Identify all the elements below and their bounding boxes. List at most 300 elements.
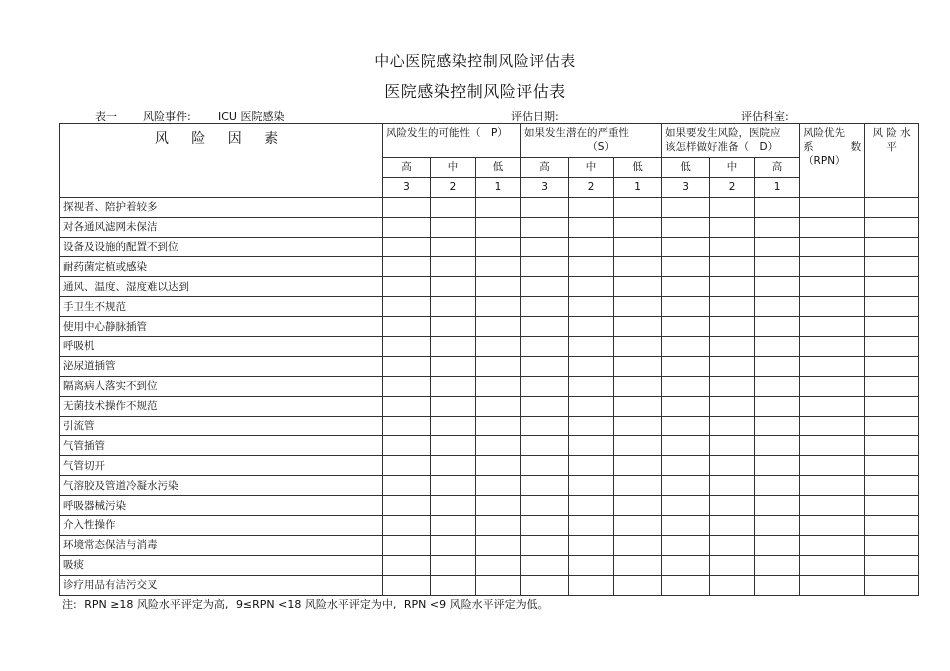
score-cell[interactable] (383, 575, 431, 595)
score-cell[interactable] (800, 396, 865, 416)
table-row (60, 575, 919, 595)
score-cell[interactable] (431, 496, 476, 516)
score-cell[interactable] (614, 456, 662, 476)
rpn-header-line2a: 系 (803, 141, 814, 153)
score-cell[interactable] (614, 317, 662, 337)
risk-level-header: 风 险 水 平 (865, 124, 919, 198)
score-cell[interactable] (569, 277, 614, 297)
score-cell[interactable] (614, 535, 662, 555)
score-cell[interactable] (710, 476, 755, 496)
risk-factor-label: 气溶胶及管道冷凝水污染 (60, 476, 383, 496)
score-cell[interactable] (710, 396, 755, 416)
s-high-score: 3 (521, 177, 569, 197)
score-cell[interactable] (865, 257, 919, 277)
score-cell[interactable] (569, 356, 614, 376)
score-cell[interactable] (569, 416, 614, 436)
score-cell[interactable] (865, 376, 919, 396)
score-cell[interactable] (710, 317, 755, 337)
score-cell[interactable] (521, 416, 569, 436)
score-cell[interactable] (476, 356, 521, 376)
probability-header (383, 124, 521, 158)
table-row (60, 297, 919, 317)
score-cell[interactable] (569, 456, 614, 476)
score-cell[interactable] (800, 376, 865, 396)
risk-factor-rows (60, 197, 919, 595)
score-cell[interactable] (755, 297, 800, 317)
score-cell[interactable] (521, 297, 569, 317)
score-cell[interactable] (755, 416, 800, 436)
d-high-score: 1 (755, 177, 800, 197)
d-low-score: 3 (662, 177, 710, 197)
score-cell[interactable] (521, 237, 569, 257)
score-cell[interactable] (865, 197, 919, 217)
score-cell[interactable] (710, 535, 755, 555)
score-cell[interactable] (614, 297, 662, 317)
score-cell[interactable] (865, 317, 919, 337)
score-cell[interactable] (569, 317, 614, 337)
score-cell[interactable] (662, 535, 710, 555)
score-cell[interactable] (383, 317, 431, 337)
score-cell[interactable] (383, 516, 431, 536)
score-cell[interactable] (755, 436, 800, 456)
score-cell[interactable] (431, 396, 476, 416)
note-rule-high: RPN ≥18 风险水平评定为高, (84, 598, 229, 611)
score-cell[interactable] (865, 297, 919, 317)
score-cell[interactable] (755, 356, 800, 376)
rpn-header-line3: （RPN） (803, 155, 846, 167)
score-cell[interactable] (614, 476, 662, 496)
score-cell[interactable] (431, 356, 476, 376)
risk-factor-label: 气管切开 (60, 456, 383, 476)
score-cell[interactable] (662, 396, 710, 416)
score-cell[interactable] (569, 297, 614, 317)
score-cell[interactable] (865, 217, 919, 237)
score-cell[interactable] (383, 337, 431, 357)
score-cell[interactable] (431, 436, 476, 456)
score-cell[interactable] (569, 575, 614, 595)
score-cell[interactable] (383, 535, 431, 555)
score-cell[interactable] (569, 436, 614, 456)
score-cell[interactable] (710, 297, 755, 317)
score-cell[interactable] (710, 496, 755, 516)
table-row (60, 496, 919, 516)
score-cell[interactable] (569, 257, 614, 277)
p-low-label: 低 (476, 158, 521, 178)
score-cell[interactable] (614, 356, 662, 376)
score-cell[interactable] (383, 297, 431, 317)
score-cell[interactable] (755, 575, 800, 595)
risk-factor-label: 呼吸器械污染 (60, 496, 383, 516)
table-number: 表一 (95, 110, 117, 123)
score-cell[interactable] (800, 476, 865, 496)
risk-factor-label: 泌尿道插管 (60, 356, 383, 376)
score-cell[interactable] (521, 496, 569, 516)
score-cell[interactable] (710, 217, 755, 237)
score-cell[interactable] (569, 376, 614, 396)
score-cell[interactable] (865, 436, 919, 456)
score-cell[interactable] (614, 257, 662, 277)
score-cell[interactable] (710, 456, 755, 476)
d-mid-label: 中 (710, 158, 755, 178)
score-cell[interactable] (431, 337, 476, 357)
score-cell[interactable] (383, 356, 431, 376)
score-cell[interactable] (383, 237, 431, 257)
score-cell[interactable] (383, 555, 431, 575)
score-cell[interactable] (755, 496, 800, 516)
score-cell[interactable] (800, 496, 865, 516)
score-cell[interactable] (476, 535, 521, 555)
score-cell[interactable] (710, 197, 755, 217)
table-row (60, 436, 919, 456)
score-cell[interactable] (431, 317, 476, 337)
score-cell[interactable] (865, 476, 919, 496)
probability-header-text: 风险发生的可能性（ P） (386, 127, 508, 139)
risk-event-value: ICU 医院感染 (218, 110, 285, 123)
score-cell[interactable] (431, 456, 476, 476)
severity-header (521, 124, 662, 158)
score-cell[interactable] (476, 456, 521, 476)
score-cell[interactable] (662, 516, 710, 536)
score-cell[interactable] (800, 555, 865, 575)
score-cell[interactable] (569, 396, 614, 416)
score-cell[interactable] (569, 535, 614, 555)
risk-event-label: 风险事件: (143, 110, 191, 123)
score-cell[interactable] (710, 575, 755, 595)
score-cell[interactable] (431, 257, 476, 277)
score-cell[interactable] (800, 535, 865, 555)
score-cell[interactable] (614, 575, 662, 595)
score-cell[interactable] (710, 356, 755, 376)
rpn-header-line1: 风险优先 (803, 127, 846, 139)
score-cell[interactable] (476, 555, 521, 575)
risk-factor-label: 呼吸机 (60, 337, 383, 357)
score-cell[interactable] (521, 516, 569, 536)
score-cell[interactable] (865, 535, 919, 555)
score-cell[interactable] (755, 237, 800, 257)
score-cell[interactable] (569, 496, 614, 516)
main-title: 中心医院感染控制风险评估表 (374, 52, 576, 70)
risk-factor-label: 气管插管 (60, 436, 383, 456)
score-cell[interactable] (662, 496, 710, 516)
score-cell[interactable] (865, 575, 919, 595)
score-cell[interactable] (476, 575, 521, 595)
score-cell[interactable] (569, 237, 614, 257)
score-cell[interactable] (614, 496, 662, 516)
score-cell[interactable] (476, 237, 521, 257)
score-cell[interactable] (865, 456, 919, 476)
score-cell[interactable] (800, 217, 865, 237)
score-cell[interactable] (521, 197, 569, 217)
score-cell[interactable] (662, 217, 710, 237)
score-cell[interactable] (800, 317, 865, 337)
score-cell[interactable] (662, 575, 710, 595)
score-cell[interactable] (662, 257, 710, 277)
score-cell[interactable] (569, 217, 614, 237)
score-cell[interactable] (569, 476, 614, 496)
score-cell[interactable] (431, 476, 476, 496)
score-cell[interactable] (383, 277, 431, 297)
score-cell[interactable] (662, 476, 710, 496)
score-cell[interactable] (800, 356, 865, 376)
score-cell[interactable] (865, 516, 919, 536)
score-cell[interactable] (865, 356, 919, 376)
note-rule-low: RPN <9 风险水平评定为低。 (403, 598, 549, 611)
table-row (60, 535, 919, 555)
score-cell[interactable] (476, 337, 521, 357)
score-cell[interactable] (662, 317, 710, 337)
score-cell[interactable] (476, 277, 521, 297)
score-cell[interactable] (662, 436, 710, 456)
score-cell[interactable] (431, 297, 476, 317)
score-cell[interactable] (476, 436, 521, 456)
score-cell[interactable] (521, 476, 569, 496)
score-cell[interactable] (800, 436, 865, 456)
score-cell[interactable] (710, 555, 755, 575)
score-cell[interactable] (476, 257, 521, 277)
sub-title: 医院感染控制风险评估表 (384, 82, 566, 101)
score-cell[interactable] (521, 376, 569, 396)
score-cell[interactable] (710, 376, 755, 396)
score-cell[interactable] (521, 317, 569, 337)
score-cell[interactable] (476, 496, 521, 516)
score-cell[interactable] (662, 376, 710, 396)
score-cell[interactable] (710, 237, 755, 257)
score-cell[interactable] (755, 217, 800, 237)
score-cell[interactable] (431, 416, 476, 436)
table-row (60, 376, 919, 396)
score-cell[interactable] (662, 416, 710, 436)
score-cell[interactable] (865, 496, 919, 516)
score-cell[interactable] (614, 337, 662, 357)
score-cell[interactable] (431, 535, 476, 555)
score-cell[interactable] (431, 277, 476, 297)
risk-factor-label: 耐药菌定植或感染 (60, 257, 383, 277)
score-cell[interactable] (865, 237, 919, 257)
score-cell[interactable] (662, 337, 710, 357)
score-cell[interactable] (476, 197, 521, 217)
rpn-header-line2b: 数 (850, 141, 862, 153)
risk-factor-label: 使用中心静脉插管 (60, 317, 383, 337)
score-cell[interactable] (800, 297, 865, 317)
table-row (60, 317, 919, 337)
score-cell[interactable] (865, 555, 919, 575)
score-cell[interactable] (569, 337, 614, 357)
risk-factor-label: 设备及设施的配置不到位 (60, 237, 383, 257)
score-cell[interactable] (383, 257, 431, 277)
risk-factor-label: 隔离病人落实不到位 (60, 376, 383, 396)
s-low-score: 1 (614, 177, 662, 197)
score-cell[interactable] (755, 396, 800, 416)
score-cell[interactable] (614, 396, 662, 416)
footer-note (62, 596, 553, 612)
table-row (60, 356, 919, 376)
table-row (60, 257, 919, 277)
score-cell[interactable] (383, 197, 431, 217)
score-cell[interactable] (476, 476, 521, 496)
score-cell[interactable] (755, 197, 800, 217)
score-cell[interactable] (662, 277, 710, 297)
score-cell[interactable] (521, 337, 569, 357)
note-label: 注: (62, 598, 77, 611)
score-cell[interactable] (431, 555, 476, 575)
table-row (60, 277, 919, 297)
score-cell[interactable] (383, 456, 431, 476)
score-cell[interactable] (614, 516, 662, 536)
score-cell[interactable] (800, 277, 865, 297)
preparedness-header (662, 124, 800, 158)
score-cell[interactable] (662, 456, 710, 476)
score-cell[interactable] (755, 317, 800, 337)
score-cell[interactable] (710, 416, 755, 436)
score-cell[interactable] (800, 237, 865, 257)
risk-factor-label: 诊疗用品有洁污交叉 (60, 575, 383, 595)
score-cell[interactable] (383, 496, 431, 516)
score-cell[interactable] (569, 516, 614, 536)
score-cell[interactable] (755, 535, 800, 555)
rpn-header-line2 (803, 140, 861, 154)
preparedness-header-line1: 如果要发生风险，医院应 (665, 127, 781, 139)
score-cell[interactable] (755, 516, 800, 536)
score-cell[interactable] (710, 436, 755, 456)
score-cell[interactable] (865, 337, 919, 357)
score-cell[interactable] (614, 555, 662, 575)
score-cell[interactable] (755, 476, 800, 496)
score-cell[interactable] (383, 476, 431, 496)
note-rule-mid: 9≤RPN <18 风险水平评定为中, (235, 598, 397, 611)
risk-factor-label: 介入性操作 (60, 516, 383, 536)
score-cell[interactable] (662, 356, 710, 376)
table-row (60, 555, 919, 575)
s-mid-label: 中 (569, 158, 614, 178)
score-cell[interactable] (383, 217, 431, 237)
score-cell[interactable] (569, 555, 614, 575)
table-row (60, 416, 919, 436)
s-mid-score: 2 (569, 177, 614, 197)
score-cell[interactable] (521, 356, 569, 376)
score-cell[interactable] (431, 217, 476, 237)
score-cell[interactable] (614, 376, 662, 396)
score-cell[interactable] (614, 416, 662, 436)
score-cell[interactable] (710, 277, 755, 297)
score-cell[interactable] (800, 575, 865, 595)
risk-factor-label: 吸痰 (60, 555, 383, 575)
factor-column-header: 风 险 因 素 (60, 124, 383, 198)
score-cell[interactable] (662, 197, 710, 217)
s-high-label: 高 (521, 158, 569, 178)
score-cell[interactable] (569, 197, 614, 217)
score-cell[interactable] (521, 575, 569, 595)
s-low-label: 低 (614, 158, 662, 178)
score-cell[interactable] (755, 337, 800, 357)
score-cell[interactable] (476, 416, 521, 436)
score-cell[interactable] (521, 535, 569, 555)
score-cell[interactable] (431, 197, 476, 217)
score-cell[interactable] (614, 277, 662, 297)
score-cell[interactable] (383, 436, 431, 456)
score-cell[interactable] (755, 277, 800, 297)
risk-factor-label: 探视者、陪护着较多 (60, 197, 383, 217)
table-row (60, 456, 919, 476)
score-cell[interactable] (710, 257, 755, 277)
score-cell[interactable] (614, 197, 662, 217)
risk-factor-label: 无菌技术操作不规范 (60, 396, 383, 416)
score-cell[interactable] (755, 555, 800, 575)
score-cell[interactable] (476, 317, 521, 337)
table-row (60, 197, 919, 217)
score-cell[interactable] (521, 456, 569, 476)
risk-assessment-table (59, 123, 919, 596)
score-cell[interactable] (476, 376, 521, 396)
severity-header-line1: 如果发生潜在的严重性 (524, 127, 630, 139)
score-cell[interactable] (521, 436, 569, 456)
score-cell[interactable] (865, 416, 919, 436)
score-cell[interactable] (662, 555, 710, 575)
risk-factor-label: 对各通风滤网未保洁 (60, 217, 383, 237)
risk-factor-label: 引流管 (60, 416, 383, 436)
assessment-date-label: 评估日期: (511, 110, 559, 123)
score-cell[interactable] (383, 376, 431, 396)
score-cell[interactable] (521, 217, 569, 237)
score-cell[interactable] (431, 237, 476, 257)
table-row (60, 516, 919, 536)
score-cell[interactable] (476, 516, 521, 536)
score-cell[interactable] (710, 337, 755, 357)
score-cell[interactable] (800, 257, 865, 277)
score-cell[interactable] (431, 376, 476, 396)
table-row (60, 237, 919, 257)
d-high-label: 高 (755, 158, 800, 178)
risk-factor-label: 通风、温度、湿度难以达到 (60, 277, 383, 297)
score-cell[interactable] (865, 277, 919, 297)
score-cell[interactable] (710, 516, 755, 536)
d-mid-score: 2 (710, 177, 755, 197)
risk-factor-label: 环境常态保洁与消毒 (60, 535, 383, 555)
score-cell[interactable] (521, 277, 569, 297)
score-cell[interactable] (800, 456, 865, 476)
score-cell[interactable] (614, 436, 662, 456)
p-mid-label: 中 (431, 158, 476, 178)
score-cell[interactable] (521, 257, 569, 277)
table-row (60, 476, 919, 496)
score-cell[interactable] (521, 555, 569, 575)
risk-factor-label: 手卫生不规范 (60, 297, 383, 317)
score-cell[interactable] (431, 516, 476, 536)
score-cell[interactable] (521, 396, 569, 416)
score-cell[interactable] (431, 575, 476, 595)
p-high-score: 3 (383, 177, 431, 197)
score-cell[interactable] (755, 257, 800, 277)
score-cell[interactable] (800, 416, 865, 436)
score-cell[interactable] (614, 237, 662, 257)
p-mid-score: 2 (431, 177, 476, 197)
score-cell[interactable] (383, 396, 431, 416)
score-cell[interactable] (662, 237, 710, 257)
rpn-header (800, 124, 865, 198)
score-cell[interactable] (755, 456, 800, 476)
score-cell[interactable] (865, 396, 919, 416)
score-cell[interactable] (800, 516, 865, 536)
score-cell[interactable] (800, 197, 865, 217)
score-cell[interactable] (800, 337, 865, 357)
score-cell[interactable] (383, 416, 431, 436)
score-cell[interactable] (662, 297, 710, 317)
score-cell[interactable] (614, 217, 662, 237)
score-cell[interactable] (755, 376, 800, 396)
score-cell[interactable] (476, 217, 521, 237)
score-cell[interactable] (476, 396, 521, 416)
d-low-label: 低 (662, 158, 710, 178)
score-cell[interactable] (476, 297, 521, 317)
